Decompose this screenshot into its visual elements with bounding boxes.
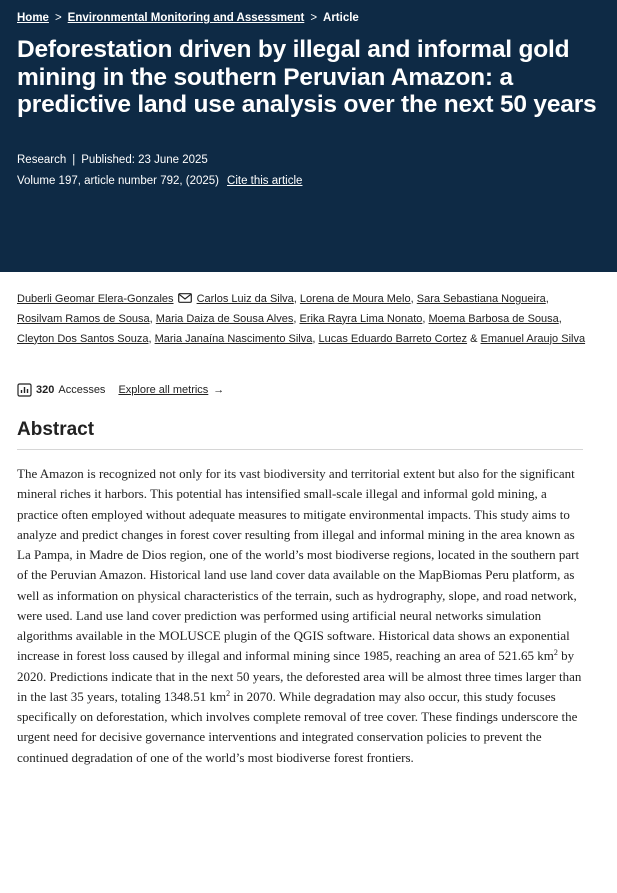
breadcrumb-journal-link[interactable]: Environmental Monitoring and Assessment bbox=[67, 12, 305, 24]
author-link[interactable]: Erika Rayra Lima Nonato bbox=[299, 312, 423, 325]
author-separator: , bbox=[293, 293, 300, 305]
author-separator: , bbox=[312, 332, 319, 345]
superscript-squared: 2 bbox=[553, 648, 558, 658]
author-link[interactable]: Moema Barbosa de Sousa bbox=[428, 312, 559, 325]
article-header bbox=[0, 0, 617, 272]
author-link[interactable]: Carlos Luiz da Silva bbox=[196, 293, 294, 305]
abstract-heading: Abstract bbox=[17, 419, 95, 440]
author-link[interactable]: Sara Sebastiana Nogueira bbox=[416, 293, 546, 305]
author-separator: , bbox=[149, 312, 156, 325]
author-link[interactable]: Maria Daiza de Sousa Alves bbox=[155, 312, 294, 325]
explore-metrics-link[interactable]: Explore all metrics bbox=[118, 384, 209, 396]
section-divider bbox=[17, 449, 583, 450]
superscript-squared: 2 bbox=[226, 688, 231, 698]
breadcrumb-separator: > bbox=[54, 12, 62, 24]
accesses-label: Accesses bbox=[58, 384, 106, 396]
abstract-body bbox=[17, 464, 587, 768]
author-separator: , bbox=[545, 293, 549, 305]
accesses-count: 320 bbox=[36, 384, 55, 396]
arrow-right-icon: → bbox=[213, 384, 225, 396]
author-separator: , bbox=[422, 312, 429, 325]
author-separator: & bbox=[467, 332, 481, 345]
breadcrumb-home-link[interactable]: Home bbox=[17, 12, 49, 24]
article-title: Deforestation driven by illegal and informal gold mining in the southern Peruvian Amazon: a predictive land use analysis over the next 50 years bbox=[17, 36, 597, 118]
volume-info: Volume 197, article number 792, (2025) bbox=[17, 175, 220, 187]
author-separator: , bbox=[410, 293, 417, 305]
author-link[interactable]: Duberli Geomar Elera-Gonzales bbox=[17, 293, 174, 305]
abstract-text-part3: in 2070. While degradation may also occur, this study focuses specifically on deforestation, which involves complete removal of tree cover. These findings underscore the urgent need for decisive governance interventions and integrated conservation policies to prevent the continued degradation of one of the world’s most biodiverse forest frontiers. bbox=[17, 688, 578, 765]
metrics-bar bbox=[17, 383, 224, 397]
author-list bbox=[17, 290, 587, 349]
published-date: Published: 23 June 2025 bbox=[81, 154, 208, 166]
abstract-text-part2: by 2020. Predictions indicate that in the next 50 years, the deforested area will be almost three times larger than in the last 35 years, totaling 1348.51 km bbox=[17, 648, 582, 704]
breadcrumb bbox=[17, 12, 359, 24]
mail-icon[interactable] bbox=[178, 293, 192, 303]
author-link[interactable]: Cleyton Dos Santos Souza bbox=[17, 332, 149, 345]
breadcrumb-separator: > bbox=[310, 12, 318, 24]
author-separator: , bbox=[148, 332, 155, 345]
abstract-text-part1: The Amazon is recognized not only for its vast biodiversity and territorial extent but also for the significant mineral riches it harbors. This potential has intensified small-scale illegal and informal gold mining, a practice often employed without adequate measures to mitigate environmental impacts. This study aims to analyze and predict changes in forest cover resulting from illegal and informal mining in the area known as La Pampa, in Madre de Dios region, one of the world’s most biodiverse regions, located in the southern part of the Peruvian Amazon. Historical land use land cover data available on the MapBiomas Peru platform, as well as information on physical characteristics of the terrain, such as hydrography, slope, and road network, were used. Land use land cover prediction was performed using artificial neural networks simulation algorithms available in the MOLUSCE plugin of the QGIS software. Historical data shows an exponential increase in forest loss caused by illegal and informal mining since 1985, reaching an area of 521.65 km bbox=[17, 466, 580, 664]
bar-chart-icon bbox=[17, 383, 32, 397]
author-link[interactable]: Rosilvam Ramos de Sousa bbox=[17, 312, 150, 325]
author-link[interactable]: Lorena de Moura Melo bbox=[299, 293, 411, 305]
article-type-and-date bbox=[17, 154, 208, 166]
article-volume-line bbox=[17, 175, 302, 187]
article-type: Research bbox=[17, 154, 67, 166]
author-link[interactable]: Lucas Eduardo Barreto Cortez bbox=[318, 332, 468, 345]
author-link[interactable]: Emanuel Araujo Silva bbox=[480, 332, 586, 345]
meta-divider: | bbox=[72, 154, 76, 166]
breadcrumb-current: Article bbox=[323, 12, 359, 24]
author-separator: , bbox=[558, 312, 562, 325]
cite-article-link[interactable]: Cite this article bbox=[227, 175, 303, 187]
author-link[interactable]: Maria Janaína Nascimento Silva bbox=[154, 332, 313, 345]
author-separator: , bbox=[293, 312, 300, 325]
